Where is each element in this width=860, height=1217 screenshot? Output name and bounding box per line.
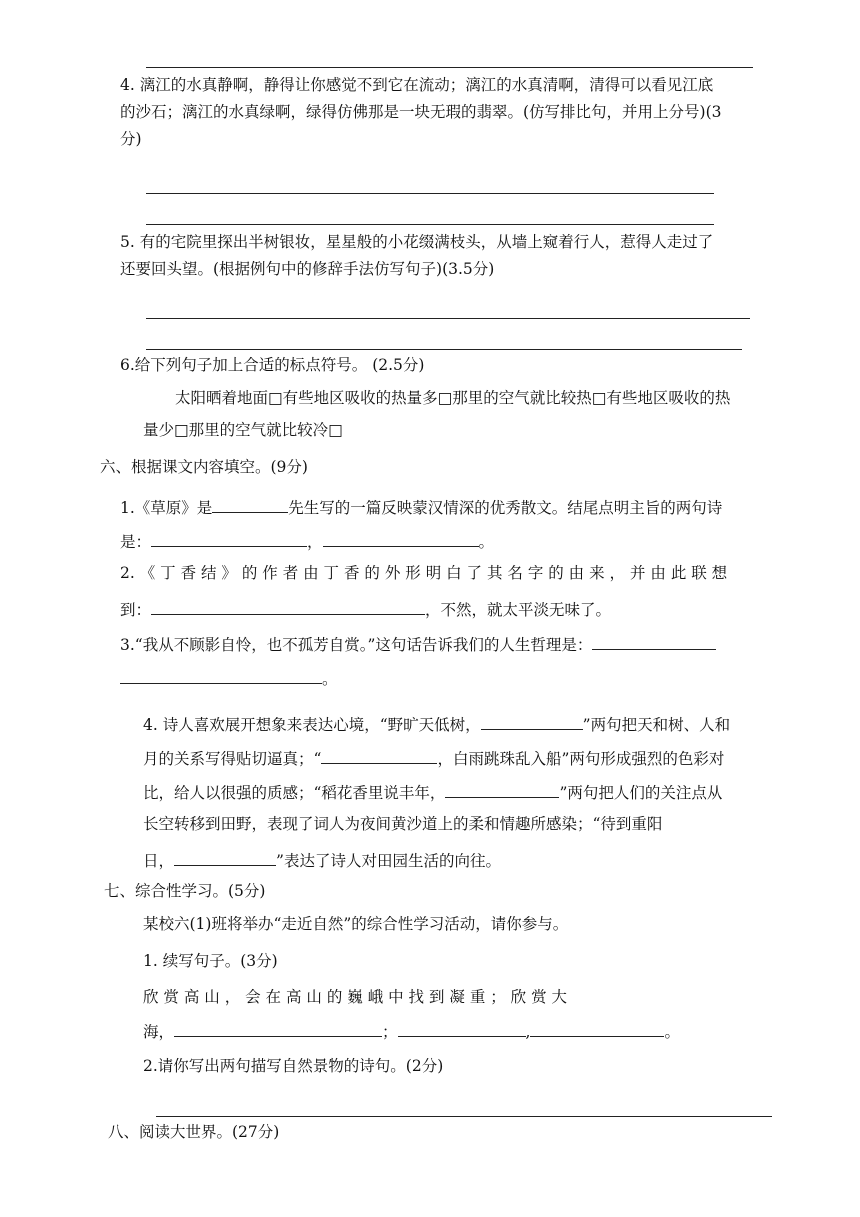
- s6-q1-line1: [120, 494, 722, 519]
- blank-field[interactable]: [321, 745, 437, 764]
- s7-q1-line2: [143, 1018, 680, 1043]
- question-5-line1: 5. 有的宅院里探出半树银妆，星星般的小花缀满枝头，从墙上窥着行人，惹得人走过了: [120, 233, 714, 251]
- s6-q2-line1: 2. 《 丁 香 结 》 的 作 者 由 丁 香 的 外 形 明 白 了 其 名 字 的 由 来 ， 并 由 此 联 想: [120, 564, 728, 582]
- answer-line: [146, 224, 714, 225]
- question-4-line2: 的沙石；漓江的水真绿啊，绿得仿佛那是一块无瑕的翡翠。(仿写排比句，并用上分号)(3: [120, 103, 722, 121]
- answer-line: [146, 67, 753, 68]
- s6-q3-text-b: 。: [322, 670, 338, 688]
- blank-field[interactable]: [174, 1018, 382, 1037]
- blank-field[interactable]: [445, 779, 559, 798]
- blank-field[interactable]: [212, 494, 288, 513]
- s7-q1-text-2a: 海，: [143, 1023, 175, 1041]
- question-6-line1: 太阳晒着地面□有些地区吸收的热量多□那里的空气就比较热□有些地区吸收的热: [175, 389, 731, 407]
- s6-q4-text-3a: 比，给人以很强的质感；“稻花香里说丰年，: [143, 784, 446, 802]
- s7-q1-line1: 欣 赏 高 山 ， 会 在 高 山 的 巍 峨 中 找 到 凝 重 ； 欣 赏 大: [143, 988, 568, 1006]
- s6-q2-text-c: ，不然，就太平淡无味了。: [425, 601, 612, 619]
- s6-q1-text-a: 1.《草原》是: [120, 499, 213, 517]
- question-6-title: 6.给下列句子加上合适的标点符号。 (2.5分): [120, 356, 425, 374]
- s6-q4-text-3b: ”两句把人们的关注点从: [559, 784, 723, 802]
- s6-q4-line2: [143, 745, 724, 770]
- s6-q4-line3: [143, 779, 722, 804]
- s6-q4-line1: [143, 711, 730, 736]
- s6-q2-text-b: 到：: [120, 601, 152, 619]
- answer-line: [146, 193, 714, 194]
- s7-q1-text-2d: 。: [664, 1023, 680, 1041]
- section-8-heading: 八、阅读大世界。(27分): [108, 1123, 280, 1141]
- s6-q1-text-d: ，: [307, 533, 323, 551]
- s6-q4-line4: 长空转移到田野，表现了词人为夜间黄沙道上的柔和情趣所感染；“待到重阳: [143, 815, 663, 833]
- s6-q1-text-c: 是：: [120, 533, 152, 551]
- s6-q3-text-a: 3.“我从不顾影自怜，也不孤芳自赏。”这句话告诉我们的人生哲理是：: [120, 636, 593, 654]
- question-4-line3: 分): [120, 130, 142, 148]
- s6-q3-line2: [120, 665, 338, 690]
- blank-field[interactable]: [398, 1018, 526, 1037]
- s6-q4-line5: [143, 847, 501, 872]
- s6-q4-text-5b: ”表达了诗人对田园生活的向往。: [276, 852, 501, 870]
- blank-field[interactable]: [151, 528, 307, 547]
- blank-field[interactable]: [174, 847, 276, 866]
- blank-field[interactable]: [592, 631, 716, 650]
- s6-q4-text-2b: ，白雨跳珠乱入船”两句形成强烈的色彩对: [437, 750, 725, 768]
- s7-q1-title: 1. 续写句子。(3分): [143, 952, 278, 970]
- blank-field[interactable]: [323, 528, 479, 547]
- s7-q1-text-2b: ；: [382, 1023, 398, 1041]
- answer-line: [146, 349, 742, 350]
- blank-field[interactable]: [481, 711, 583, 730]
- s6-q4-text-2a: 月的关系写得贴切逼真；“: [143, 750, 322, 768]
- answer-line: [146, 318, 750, 319]
- s6-q2-line2: [120, 596, 611, 621]
- s6-q4-text-5a: 日，: [143, 852, 175, 870]
- s6-q3-line1: [120, 631, 716, 656]
- answer-line: [156, 1116, 772, 1117]
- blank-field[interactable]: [530, 1018, 664, 1037]
- question-5-line2: 还要回头望。(根据例句中的修辞手法仿写句子)(3.5分): [120, 260, 495, 278]
- section-7-heading: 七、综合性学习。(5分): [104, 882, 266, 900]
- s6-q4-text-1b: ”两句把天和树、人和: [582, 716, 731, 734]
- s7-intro: 某校六(1)班将举办“走近自然”的综合性学习活动，请你参与。: [143, 915, 569, 933]
- question-4-line1: 4. 漓江的水真静啊，静得让你感觉不到它在流动；漓江的水真清啊，清得可以看见江底: [120, 76, 714, 94]
- section-6-heading: 六、根据课文内容填空。(9分): [100, 458, 308, 476]
- s7-q2-title: 2.请你写出两句描写自然景物的诗句。(2分): [143, 1057, 444, 1075]
- s6-q4-text-1a: 4. 诗人喜欢展开想象来表达心境，“野旷天低树，: [143, 716, 481, 734]
- blank-field[interactable]: [120, 665, 322, 684]
- s7-q1-text-2c: ,: [525, 1023, 531, 1041]
- s6-q1-line2: [120, 528, 494, 553]
- s6-q1-text-e: 。: [478, 533, 495, 551]
- s6-q1-text-b: 先生写的一篇反映蒙汉情深的优秀散文。结尾点明主旨的两句诗: [288, 499, 723, 517]
- question-6-line2: 量少□那里的空气就比较冷□: [143, 421, 343, 439]
- blank-field[interactable]: [151, 596, 425, 615]
